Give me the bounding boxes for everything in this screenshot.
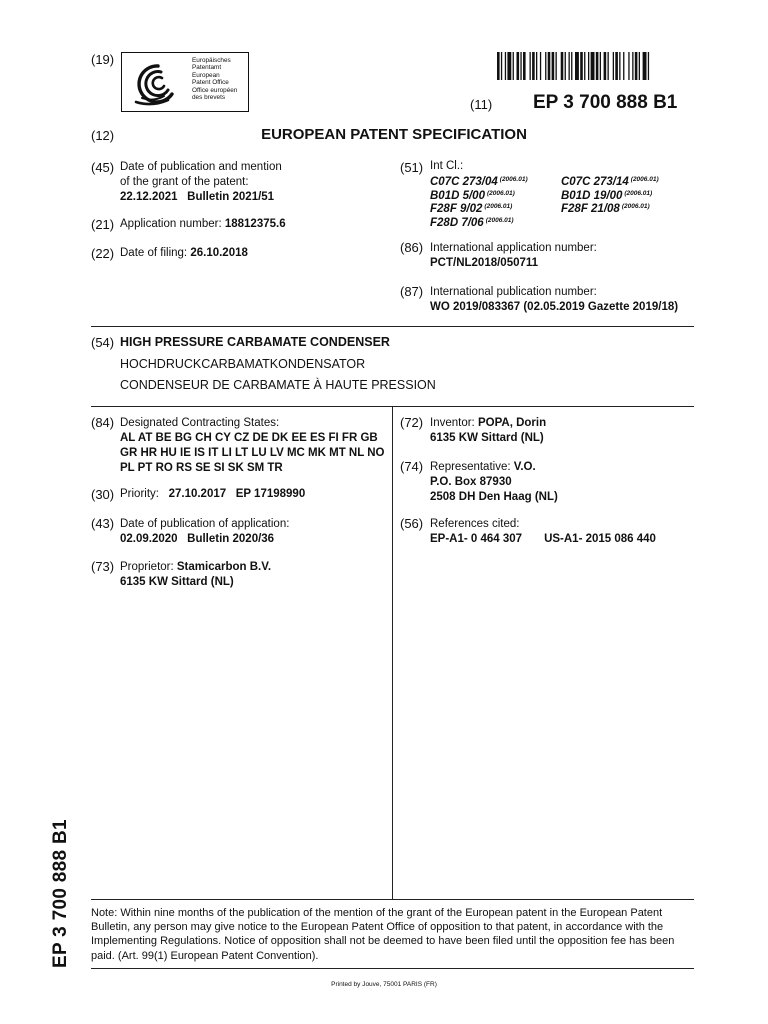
barcode-bar xyxy=(580,52,583,80)
epo-logo xyxy=(121,52,249,112)
printer-credit: Printed by Jouve, 75001 PARIS (FR) xyxy=(331,981,437,988)
proprietor-name: Stamicarbon B.V. xyxy=(176,561,272,573)
barcode-bar xyxy=(552,52,555,80)
barcode-bar xyxy=(591,52,595,80)
barcode-bar xyxy=(584,52,585,80)
barcode-bar xyxy=(608,52,609,80)
barcode-bar xyxy=(639,52,640,80)
grant-date-value: 22.12.2021 Bulletin 2021/51 xyxy=(120,191,275,203)
inid-code-11: (11) xyxy=(470,97,493,112)
publication-number: EP 3 700 888 B1 xyxy=(533,92,678,113)
barcode-bar xyxy=(548,52,551,80)
inid-code-74: (74) xyxy=(400,459,424,474)
barcode-bar xyxy=(604,52,607,80)
barcode-bar xyxy=(569,52,570,80)
document-title: EUROPEAN PATENT SPECIFICATION xyxy=(261,126,527,143)
inid-code-22: (22) xyxy=(91,246,115,261)
inid-code-54: (54) xyxy=(91,335,115,350)
barcode-bar xyxy=(561,52,564,80)
inid-code-51: (51) xyxy=(400,160,424,175)
representative-address-line: 2508 DH Den Haag (NL) xyxy=(430,491,558,503)
title-french: CONDENSEUR DE CARBAMATE À HAUTE PRESSION xyxy=(120,378,436,392)
barcode xyxy=(497,52,693,80)
inid-code-21: (21) xyxy=(91,217,115,232)
intl-publication-value: WO 2019/083367 (02.05.2019 Gazette 2019/18) xyxy=(430,301,679,313)
ipc-class: C07C 273/04 $^{(2006.01)}$ xyxy=(430,176,528,188)
designated-states-line: PL PT RO RS SE SI SK SM TR xyxy=(120,462,283,474)
ipc-class: F28F 21/08 $^{(2006.01)}$ xyxy=(561,203,650,215)
reference-citation: US-A1- 2015 086 440 xyxy=(544,533,656,545)
filing-date-value: 26.10.2018 xyxy=(190,247,248,259)
barcode-bar xyxy=(575,52,579,80)
inid-code-84: (84) xyxy=(91,415,115,430)
office-name-line: Patent Office xyxy=(192,79,229,87)
inventor-address: 6135 KW Sittard (NL) xyxy=(430,432,544,444)
ipc-class: F28D 7/06 $^{(2006.01)}$ xyxy=(430,217,514,229)
barcode-bar xyxy=(600,52,601,80)
designated-states-line: GR HR HU IE IS IT LI LT LU LV MC MK MT NL NO xyxy=(120,447,385,459)
office-name-line: Europäisches xyxy=(192,57,231,64)
barcode-bar xyxy=(648,52,649,80)
references-label: References cited: xyxy=(430,518,520,530)
inid-code-73: (73) xyxy=(91,559,115,574)
inventor-label: Inventor: xyxy=(430,417,478,429)
barcode-bar xyxy=(596,52,599,80)
application-publication-label: Date of publication of application: xyxy=(120,518,290,530)
barcode-bar xyxy=(615,52,618,80)
office-name-line: Office européen xyxy=(192,86,238,94)
barcode-bar xyxy=(513,52,514,80)
reference-citation: EP-A1- 0 464 307 xyxy=(430,533,523,545)
barcode-bar xyxy=(540,52,541,80)
inid-code-86: (86) xyxy=(400,240,424,255)
barcode-bar xyxy=(497,52,500,80)
designated-states-line: AL AT BE BG CH CY CZ DE DK EE ES FI FR GB xyxy=(120,432,378,444)
application-number-label: Application number: xyxy=(120,218,225,230)
barcode-bar xyxy=(530,52,531,80)
filing-date-label: Date of filing: xyxy=(120,247,191,259)
inid-code-12: (12) xyxy=(91,128,115,143)
inid-code-45: (45) xyxy=(91,160,115,175)
proprietor-address: 6135 KW Sittard (NL) xyxy=(120,576,234,588)
application-publication-value: 02.09.2020 Bulletin 2020/36 xyxy=(120,533,275,545)
barcode-bar xyxy=(501,52,502,80)
barcode-bar xyxy=(588,52,589,80)
side-publication-number: EP 3 700 888 B1 xyxy=(50,819,71,968)
ipc-class: B01D 5/00 $^{(2006.01)}$ xyxy=(430,190,515,202)
grant-date-label: Date of publication and mention xyxy=(120,161,282,173)
barcode-bar xyxy=(632,52,633,80)
inid-code-30: (30) xyxy=(91,487,115,502)
barcode-bar xyxy=(520,52,521,80)
barcode-bar xyxy=(545,52,546,80)
ipc-class: B01D 19/00 $^{(2006.01)}$ xyxy=(561,190,653,202)
representative-label: Representative: xyxy=(430,461,514,473)
office-name-line: European xyxy=(192,71,220,79)
intl-publication-label: International publication number: xyxy=(430,286,597,298)
proprietor-label: Proprietor: xyxy=(120,561,177,573)
ipc-class: C07C 273/14 $^{(2006.01)}$ xyxy=(561,176,659,188)
epo-logo-icon xyxy=(128,58,184,108)
office-name-line: Patentamt xyxy=(192,64,222,72)
ipc-class: F28F 9/02 $^{(2006.01)}$ xyxy=(430,203,513,215)
opposition-note: Note: Within nine months of the publication of the mention of the grant of the European patent in the European Patent Bulletin, any person may give notice to the European Patent Office of opposition to that patent, in accordance with the Implementing Regulations. Notice of opposition shall not be deemed to have been filed until the opposition fee has been paid. (Art. 99(1) European Patent Convention). xyxy=(91,907,675,962)
title-english: HIGH PRESSURE CARBAMATE CONDENSER xyxy=(120,335,390,349)
inid-code-72: (72) xyxy=(400,415,424,430)
barcode-bar xyxy=(643,52,647,80)
barcode-bar xyxy=(565,52,566,80)
int-cl-label: Int Cl.: xyxy=(430,160,464,172)
divider xyxy=(91,968,694,969)
barcode-bar xyxy=(536,52,537,80)
barcode-bar xyxy=(635,52,638,80)
barcode-bar xyxy=(523,52,526,80)
priority-label: Priority: xyxy=(120,488,159,500)
column-divider xyxy=(392,406,393,899)
inventor-name: POPA, Dorin xyxy=(477,417,547,429)
representative-address-line: P.O. Box 87930 xyxy=(430,476,512,488)
grant-date-label-2: of the grant of the patent: xyxy=(120,176,249,188)
title-german: HOCHDRUCKCARBAMATKONDENSATOR xyxy=(120,357,366,371)
office-name-line: des brevets xyxy=(192,94,226,102)
inid-code-19: (19) xyxy=(91,52,115,67)
divider xyxy=(91,899,694,900)
barcode-bar xyxy=(571,52,572,80)
inid-code-56: (56) xyxy=(400,516,424,531)
designated-states-label: Designated Contracting States: xyxy=(120,417,280,429)
barcode-bar xyxy=(628,52,629,80)
barcode-bar xyxy=(507,52,511,80)
barcode-bar xyxy=(505,52,506,80)
representative-name: V.O. xyxy=(513,461,536,473)
barcode-bar xyxy=(556,52,557,80)
divider xyxy=(91,326,694,327)
barcode-bar xyxy=(532,52,535,80)
application-number-value: 18812375.6 xyxy=(224,218,286,230)
inid-code-43: (43) xyxy=(91,516,115,531)
priority-value: 27.10.2017 EP 17198990 xyxy=(168,488,306,500)
barcode-bar xyxy=(619,52,620,80)
intl-application-label: International application number: xyxy=(430,242,597,254)
barcode-bar xyxy=(517,52,520,80)
intl-application-value: PCT/NL2018/050711 xyxy=(430,257,539,269)
barcode-bar xyxy=(613,52,614,80)
barcode-bar xyxy=(623,52,624,80)
inid-code-87: (87) xyxy=(400,284,424,299)
